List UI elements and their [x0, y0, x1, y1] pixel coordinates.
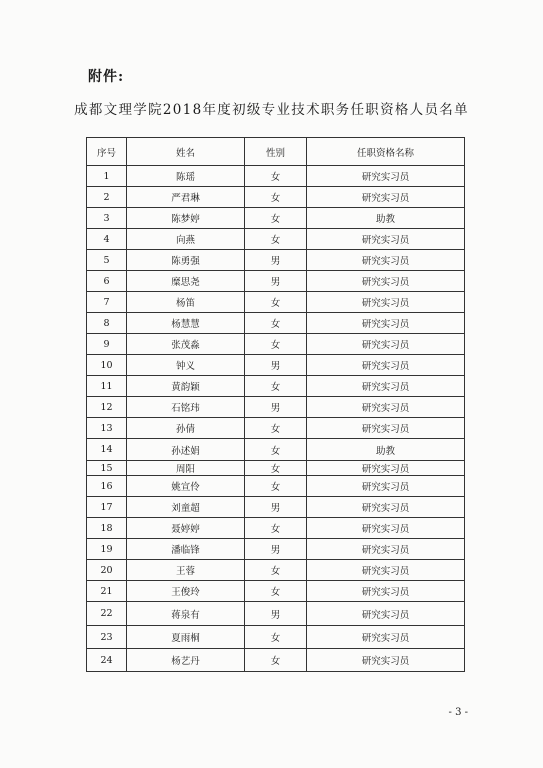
cell-name: 王蓉	[127, 560, 245, 581]
document-title: 成都文理学院2018年度初级专业技术职务任职资格人员名单	[74, 102, 469, 118]
cell-qualification: 研究实习员	[307, 166, 465, 187]
cell-qualification: 研究实习员	[307, 271, 465, 292]
cell-gender: 女	[245, 208, 307, 229]
cell-index: 23	[87, 626, 127, 649]
cell-name: 刘童超	[127, 497, 245, 518]
cell-index: 24	[87, 649, 127, 672]
cell-gender: 男	[245, 539, 307, 560]
cell-qualification: 研究实习员	[307, 313, 465, 334]
cell-gender: 女	[245, 560, 307, 581]
cell-name: 夏雨桐	[127, 626, 245, 649]
table-row	[87, 476, 465, 497]
cell-qualification: 助教	[307, 439, 465, 461]
cell-qualification: 研究实习员	[307, 560, 465, 581]
table-row	[87, 292, 465, 313]
cell-index: 8	[87, 313, 127, 334]
table-row	[87, 439, 465, 461]
cell-name: 陈瑶	[127, 166, 245, 187]
cell-gender: 女	[245, 649, 307, 672]
cell-index: 9	[87, 334, 127, 355]
cell-gender: 女	[245, 334, 307, 355]
table-row	[87, 208, 465, 229]
cell-index: 13	[87, 418, 127, 439]
table-row	[87, 166, 465, 187]
cell-gender: 女	[245, 439, 307, 461]
cell-qualification: 研究实习员	[307, 518, 465, 539]
cell-index: 6	[87, 271, 127, 292]
cell-qualification: 研究实习员	[307, 187, 465, 208]
cell-name: 张茂淼	[127, 334, 245, 355]
cell-qualification: 助教	[307, 208, 465, 229]
cell-qualification: 研究实习员	[307, 397, 465, 418]
cell-name: 姚宣伶	[127, 476, 245, 497]
cell-qualification: 研究实习员	[307, 292, 465, 313]
cell-index: 12	[87, 397, 127, 418]
table-row	[87, 313, 465, 334]
table-header-row	[87, 138, 465, 166]
cell-index: 20	[87, 560, 127, 581]
table-row	[87, 376, 465, 397]
cell-gender: 男	[245, 497, 307, 518]
cell-gender: 男	[245, 355, 307, 376]
cell-qualification: 研究实习员	[307, 539, 465, 560]
cell-index: 17	[87, 497, 127, 518]
cell-name: 潘临锋	[127, 539, 245, 560]
cell-gender: 女	[245, 229, 307, 250]
cell-qualification: 研究实习员	[307, 418, 465, 439]
cell-gender: 女	[245, 166, 307, 187]
attachment-label: 附件:	[88, 69, 125, 85]
personnel-table	[86, 137, 465, 672]
cell-index: 21	[87, 581, 127, 602]
cell-qualification: 研究实习员	[307, 649, 465, 672]
cell-name: 钟义	[127, 355, 245, 376]
cell-index: 2	[87, 187, 127, 208]
cell-index: 19	[87, 539, 127, 560]
cell-name: 杨笛	[127, 292, 245, 313]
cell-index: 14	[87, 439, 127, 461]
cell-name: 糜思尧	[127, 271, 245, 292]
cell-gender: 女	[245, 418, 307, 439]
cell-index: 3	[87, 208, 127, 229]
table-row	[87, 626, 465, 649]
cell-gender: 女	[245, 313, 307, 334]
table-row	[87, 355, 465, 376]
cell-name: 孙述娟	[127, 439, 245, 461]
table-row	[87, 497, 465, 518]
cell-qualification: 研究实习员	[307, 626, 465, 649]
cell-gender: 女	[245, 518, 307, 539]
cell-index: 18	[87, 518, 127, 539]
cell-index: 5	[87, 250, 127, 271]
table-row	[87, 229, 465, 250]
cell-name: 黄韵颖	[127, 376, 245, 397]
cell-qualification: 研究实习员	[307, 334, 465, 355]
cell-qualification: 研究实习员	[307, 497, 465, 518]
cell-name: 石铭玮	[127, 397, 245, 418]
cell-qualification: 研究实习员	[307, 376, 465, 397]
cell-qualification: 研究实习员	[307, 229, 465, 250]
cell-qualification: 研究实习员	[307, 602, 465, 626]
cell-gender: 女	[245, 626, 307, 649]
table-row	[87, 271, 465, 292]
header-gender: 性别	[245, 138, 307, 166]
table-body	[87, 166, 465, 672]
table-row	[87, 581, 465, 602]
cell-name: 严君琳	[127, 187, 245, 208]
cell-name: 杨艺丹	[127, 649, 245, 672]
table-row	[87, 334, 465, 355]
cell-index: 1	[87, 166, 127, 187]
cell-index: 10	[87, 355, 127, 376]
table-row	[87, 461, 465, 476]
cell-gender: 男	[245, 602, 307, 626]
cell-index: 4	[87, 229, 127, 250]
cell-qualification: 研究实习员	[307, 250, 465, 271]
header-qualification: 任职资格名称	[307, 138, 465, 166]
cell-gender: 女	[245, 292, 307, 313]
cell-name: 周阳	[127, 461, 245, 476]
header-name: 姓名	[127, 138, 245, 166]
cell-index: 22	[87, 602, 127, 626]
table-row	[87, 518, 465, 539]
header-index: 序号	[87, 138, 127, 166]
table-row	[87, 187, 465, 208]
cell-qualification: 研究实习员	[307, 581, 465, 602]
page-number: - 3 -	[448, 707, 468, 718]
cell-name: 蒋泉有	[127, 602, 245, 626]
cell-index: 15	[87, 461, 127, 476]
cell-name: 聂婷婷	[127, 518, 245, 539]
cell-name: 杨慧慧	[127, 313, 245, 334]
cell-index: 7	[87, 292, 127, 313]
cell-qualification: 研究实习员	[307, 476, 465, 497]
cell-gender: 女	[245, 187, 307, 208]
table-row	[87, 397, 465, 418]
table-row	[87, 539, 465, 560]
cell-index: 11	[87, 376, 127, 397]
cell-gender: 女	[245, 461, 307, 476]
cell-gender: 女	[245, 376, 307, 397]
cell-gender: 男	[245, 250, 307, 271]
cell-name: 王俊玲	[127, 581, 245, 602]
table-row	[87, 649, 465, 672]
cell-qualification: 研究实习员	[307, 355, 465, 376]
cell-name: 陈勇强	[127, 250, 245, 271]
cell-qualification: 研究实习员	[307, 461, 465, 476]
cell-gender: 女	[245, 476, 307, 497]
table-row	[87, 560, 465, 581]
table-row	[87, 250, 465, 271]
cell-gender: 男	[245, 271, 307, 292]
cell-name: 向燕	[127, 229, 245, 250]
cell-index: 16	[87, 476, 127, 497]
cell-gender: 女	[245, 581, 307, 602]
table-row	[87, 602, 465, 626]
table-row	[87, 418, 465, 439]
cell-name: 陈梦婷	[127, 208, 245, 229]
cell-name: 孙倩	[127, 418, 245, 439]
cell-gender: 男	[245, 397, 307, 418]
